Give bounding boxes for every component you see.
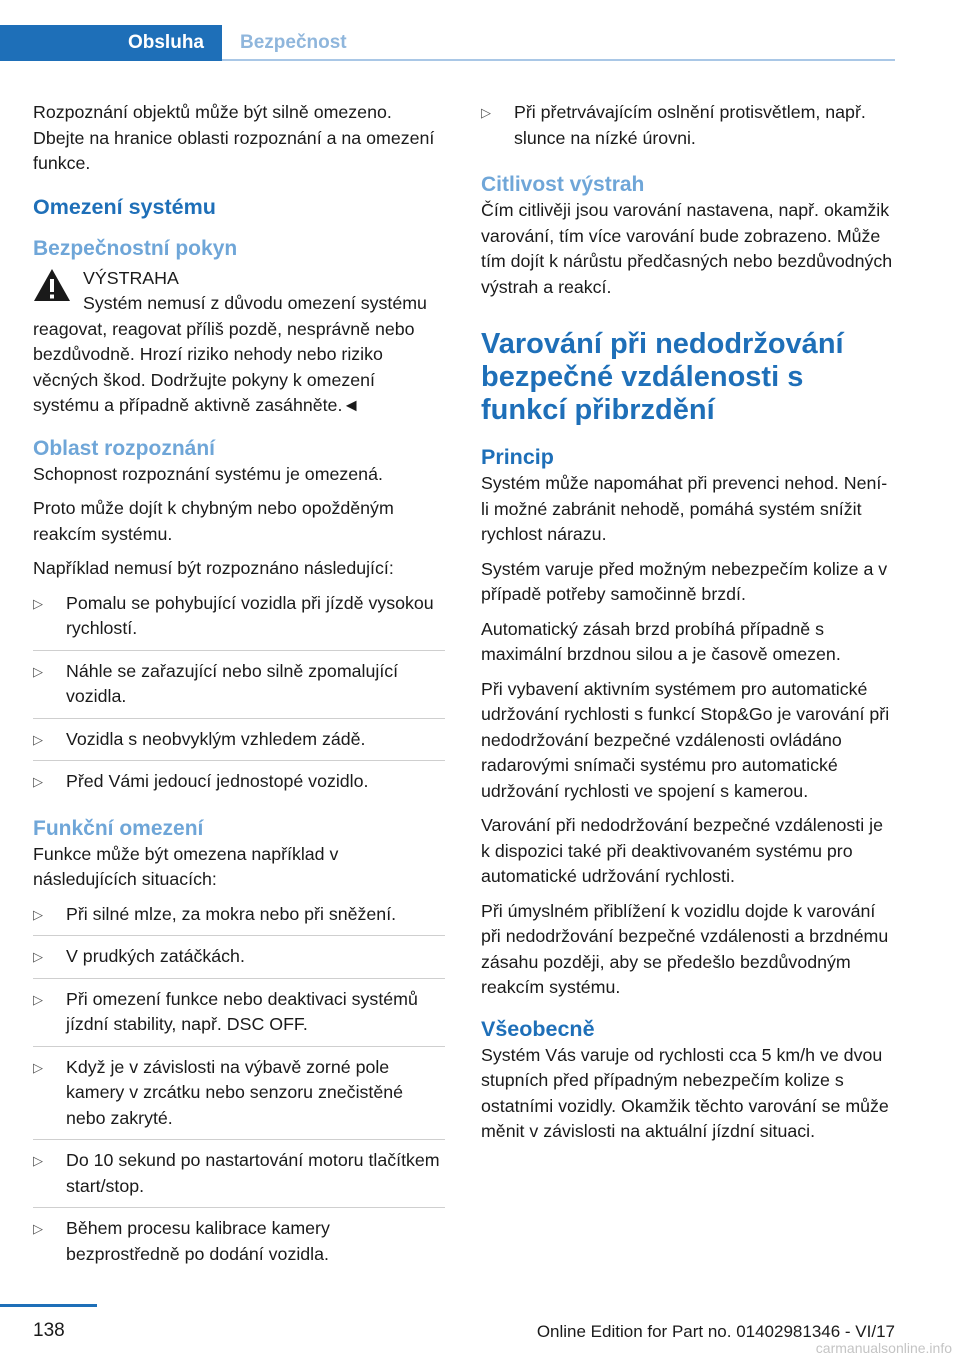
triangle-bullet-icon: ▷ [33,595,43,611]
list-item-text: Když je v závislosti na výbavě zorné pole kamery v zrcátku nebo senzoru znečistěné nebo zakryté. [66,1056,404,1128]
heading-omezeni-systemu: Omezení systému [33,194,216,219]
list-item [481,100,895,159]
list-item [33,727,445,762]
detection-paragraph: Proto může dojít k chybným nebo opožděným reakcím systému. [33,498,394,544]
heading-citlivost-vystrah: Citlivost výstrah [481,173,645,196]
heading-funkcni-omezeni: Funkční omezení [33,816,204,840]
list-item [33,1055,445,1141]
principle-paragraph: Varování při nedodržování bezpečné vzdálenosti je k dispozici také při deaktivovaném systému pro automatické udržování rychlosti. [481,815,883,886]
triangle-bullet-icon: ▷ [33,1153,43,1168]
continued-list [481,100,895,159]
warning-title: VÝSTRAHA [83,267,179,288]
list-item-text: Při omezení funkce nebo deaktivaci systémů jízdní stability, např. DSC OFF. [66,988,418,1034]
heading-bezpecnostni-pokyn: Bezpečnostní pokyn [33,236,238,260]
list-item [33,1148,445,1208]
principle-paragraph: Při vybavení aktivním systémem pro automatické udržování rychlosti s funkcí Stop&Go je varování při nedodržování bezpečné vzdálenosti ovládáno radarovými snímači systému pro automatické udržování rychlosti ve spojení s kamerou. [481,678,890,801]
list-item-text: Při přetrvávajícím oslnění protisvětlem, např. slunce na nízké úrovni. [514,102,866,148]
principle-paragraph: Systém může napomáhat při prevenci nehod. Není-li možné zabránit nehodě, pomáhá systém snížit rychlost nárazu. [481,473,888,544]
list-item-text: Pomalu se pohybující vozidla při jízdě vysokou rychlostí. [66,592,434,638]
principle-paragraph: Automatický zásah brzd probíhá případně s maximální brzdnou silou a je časově omezen. [481,618,841,664]
warning-triangle-icon [33,268,71,302]
triangle-bullet-icon: ▷ [33,663,43,679]
list-item [33,769,445,803]
list-item [33,944,445,979]
tab-obsluha[interactable] [0,25,222,61]
heading-oblast-rozpoznani: Oblast rozpoznání [33,436,216,460]
edition-note: Online Edition for Part no. 01402981346 - VI/17 [536,1322,895,1341]
triangle-bullet-icon: ▷ [33,949,43,964]
list-item [33,1216,445,1275]
intro-paragraph: Rozpoznání objektů může být silně omezeno. Dbejte na hranice oblasti rozpoznání a na omezení funkce. [33,102,435,173]
warning-text: Systém nemusí z důvodu omezení systému reagovat, reagovat příliš pozdě, nesprávně nebo bezdůvodně. Hrozí riziko nehody nebo riziko věcných škod. Dodržujte pokyny k omezení systému a případně aktivně zasáhněte.◄ [33,293,427,415]
list-item-text: V prudkých zatáčkách. [66,946,245,966]
triangle-bullet-icon: ▷ [33,906,43,922]
triangle-bullet-icon: ▷ [481,105,491,120]
principle-paragraph: Systém varuje před možným nebezpečím kolize a v případě potřeby samočinně brzdí. [481,558,888,604]
function-list [33,902,445,1276]
list-item-text: Náhle se zařazující nebo silně zpomalující vozidla. [66,660,399,706]
footer-rule [0,1304,97,1307]
triangle-bullet-icon: ▷ [33,731,43,747]
tab-label: Bezpečnost [240,32,347,53]
list-item-text: Vozidla s neobvyklým vzhledem zádě. [66,728,366,749]
function-paragraph: Funkce může být omezena například v následujících situacích: [33,843,339,889]
list-item-text: Při silné mlze, za mokra nebo při sněžení. [66,903,397,924]
general-paragraph: Systém Vás varuje od rychlosti cca 5 km/h ve dvou stupních před případným nebezpečím kolize s ostatními vozidly. Okamžik těchto varování se může měnit v závislosti na aktuální jízdní situaci. [481,1044,889,1141]
list-item-text: Během procesu kalibrace kamery bezprostředně po dodání vozidla. [66,1218,330,1264]
section-tabs [0,25,895,61]
section-title: Varování při nedodržování bezpečné vzdálenosti s funkcí přibrzdění [481,328,844,426]
triangle-bullet-icon: ▷ [33,991,43,1007]
heading-vseobecne: Všeobecně [481,1016,595,1041]
list-item [33,902,445,937]
tab-label: Obsluha [127,32,204,53]
list-item [33,591,445,651]
tab-bezpecnost[interactable] [240,25,347,61]
triangle-bullet-icon: ▷ [33,1059,43,1075]
right-column [481,100,895,1154]
list-item [33,987,445,1047]
list-item-text: Před Vámi jedoucí jednostopé vozidlo. [66,771,369,791]
detection-paragraph: Například nemusí být rozpoznáno následující: [33,558,394,578]
detection-paragraph: Schopnost rozpoznání systému je omezená. [33,463,383,484]
list-item [33,659,445,719]
page-number: 138 [33,1320,65,1341]
principle-paragraph: Při úmyslném přiblížení k vozidlu dojde k varování při nedodržování bezpečné vzdálenosti a brzdnému zásahu později, aby se předešlo bezdůvodným reakcím systému. [481,900,889,997]
sensitivity-paragraph: Čím citlivěji jsou varování nastavena, např. okamžik varování, tím více varování bude zobrazeno. Může tím dojít k nárůstu předčasných nebo bezdůvodných výstrah a reakcí. [481,200,893,297]
warning-box [33,266,445,419]
list-item-text: Do 10 sekund po nastartování motoru tlačítkem start/stop. [66,1150,440,1196]
triangle-bullet-icon: ▷ [33,774,43,789]
left-column [33,100,445,1283]
heading-princip: Princip [481,445,554,469]
triangle-bullet-icon: ▷ [33,1221,43,1236]
detection-list [33,591,445,803]
header-rule [222,59,895,61]
watermark: carmanualsonline.info [815,1340,952,1356]
